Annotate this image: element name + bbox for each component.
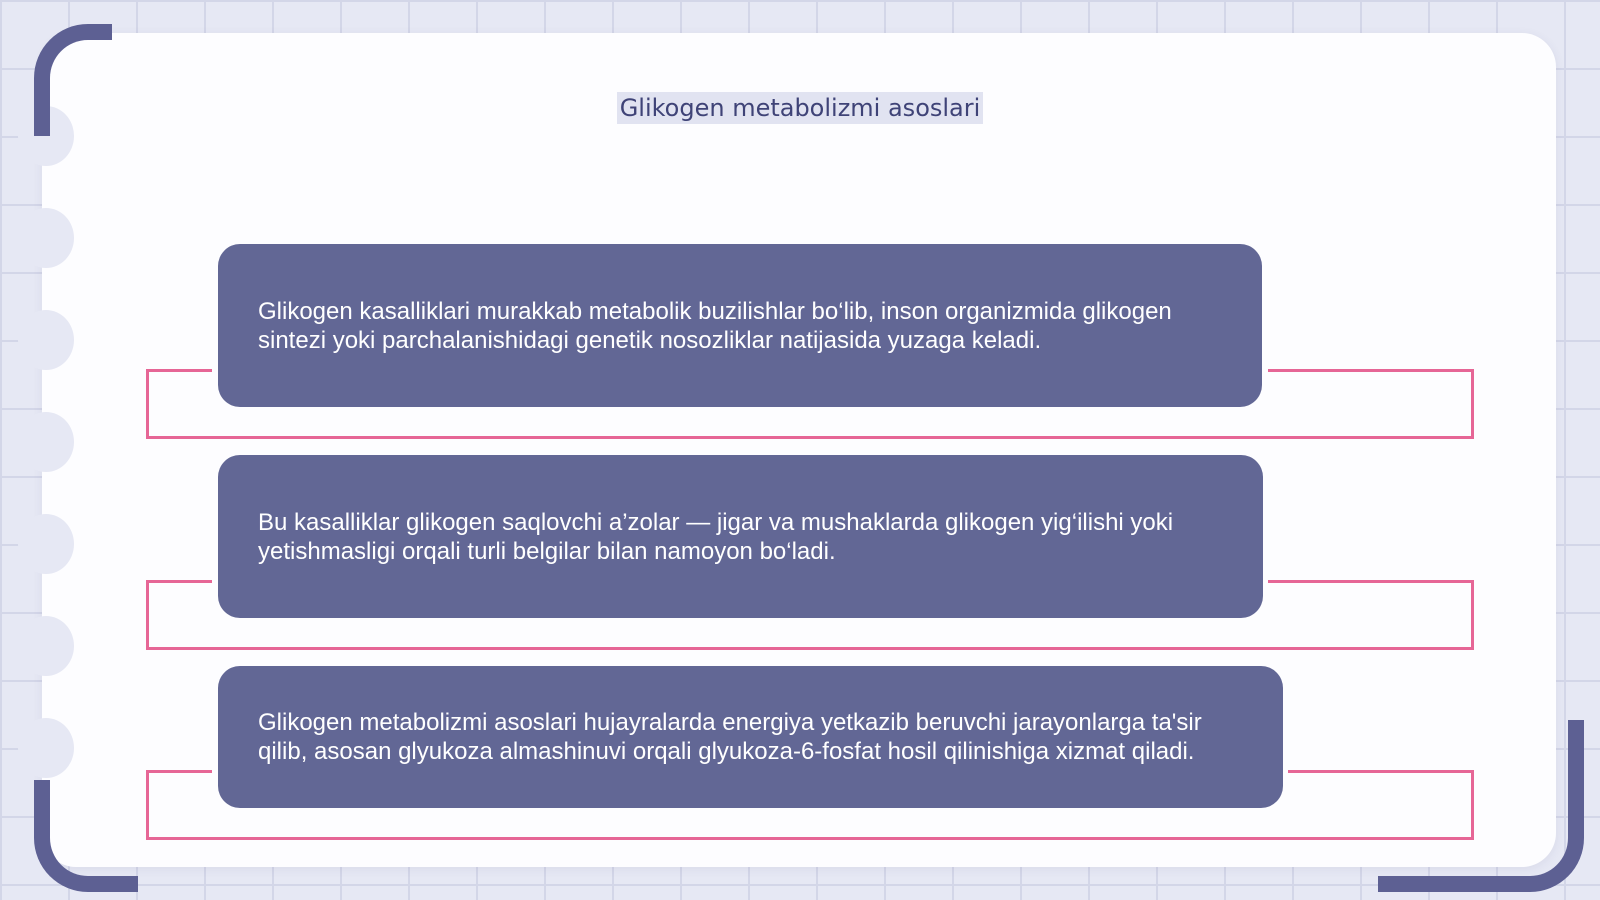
slide-title-text: Glikogen metabolizmi asoslari bbox=[617, 92, 984, 124]
info-card-3 bbox=[218, 666, 1283, 808]
slide-title bbox=[0, 94, 1600, 122]
info-card-text: Bu kasalliklar glikogen saqlovchi a’zolar — jigar va mushaklarda glikogen yig‘ilishi yoki yetishmasligi orqali turli belgilar bilan namoyon bo‘ladi. bbox=[258, 508, 1174, 565]
paper-notch bbox=[18, 514, 74, 574]
info-card-text: Glikogen metabolizmi asoslari hujayralarda energiya yetkazib beruvchi jarayonlarga ta'sir qilib, asosan glyukoza almashinuvi orqali glyukoza-6-fosfat hosil qilinishiga xizmat qiladi. bbox=[258, 709, 1202, 765]
paper-notch bbox=[18, 616, 74, 676]
paper-notch bbox=[18, 208, 74, 268]
info-card-text: Glikogen kasalliklari murakkab metabolik buzilishlar bo‘lib, inson organizmida glikogen sintezi yoki parchalanishidagi genetik nosozliklar natijasida yuzaga keladi. bbox=[258, 297, 1172, 354]
paper-notch bbox=[18, 718, 74, 778]
paper-notch bbox=[18, 310, 74, 370]
info-card-1 bbox=[218, 244, 1262, 407]
corner-bracket-bottom-left bbox=[34, 780, 138, 892]
paper-notch bbox=[18, 412, 74, 472]
info-card-2 bbox=[218, 455, 1263, 618]
